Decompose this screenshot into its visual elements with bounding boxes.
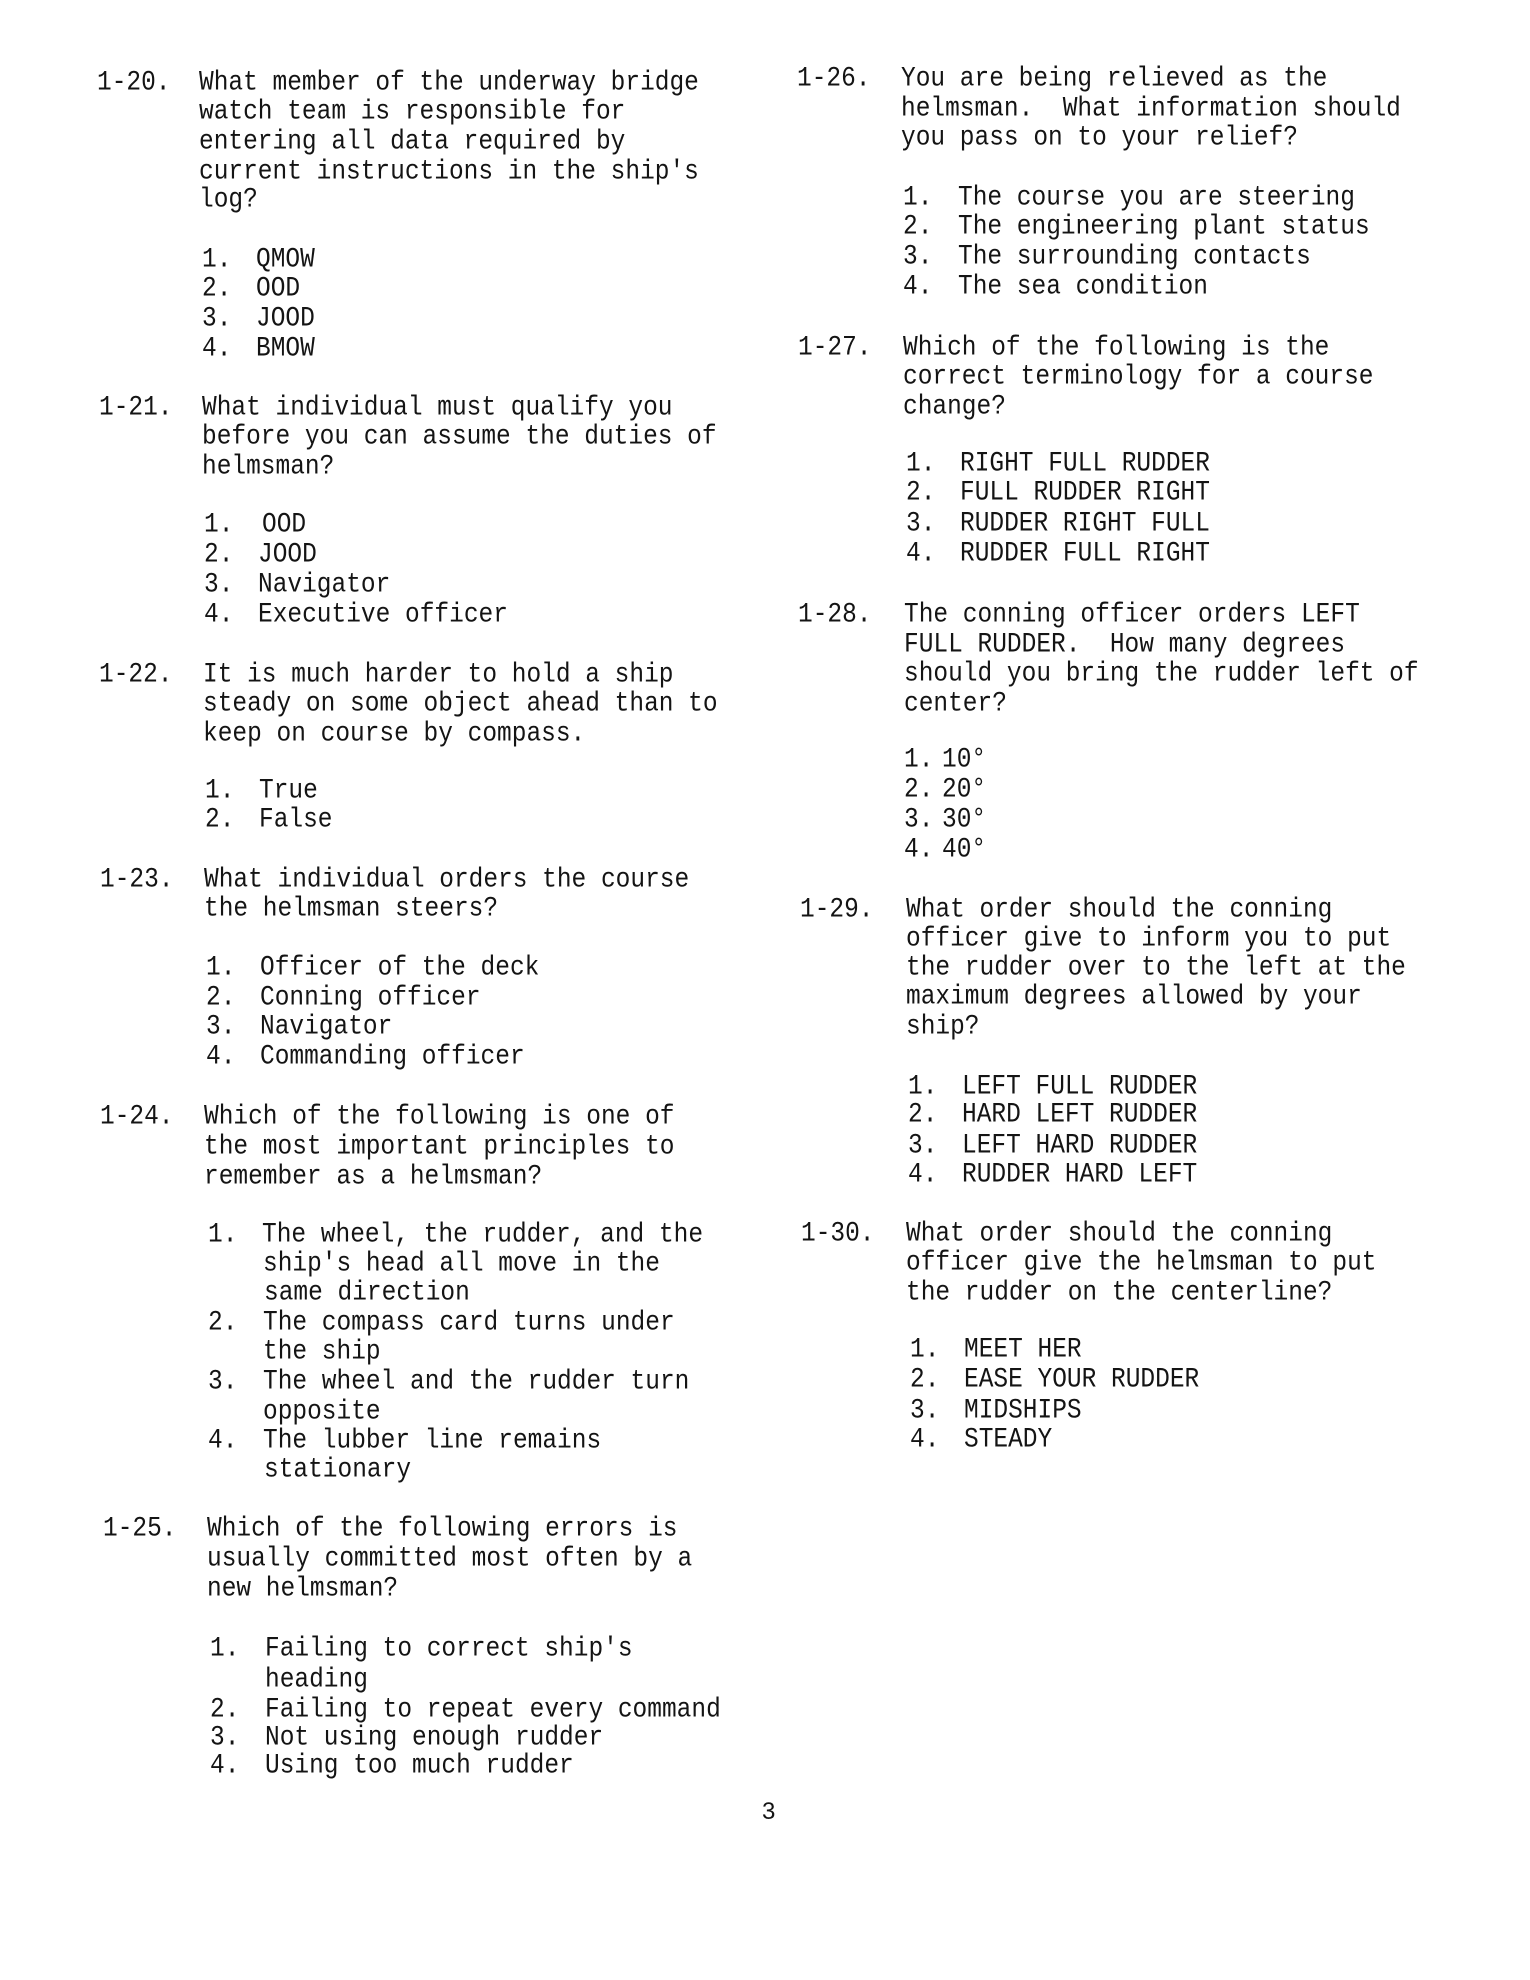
option-text: The compass card turns under [263,1308,675,1339]
option-number: 1. [910,1335,940,1366]
option-text: False [259,805,333,836]
option-text: Using too much rudder [265,1751,574,1782]
option-number: 2. [206,983,236,1014]
option-number: 1. [205,776,235,807]
option-number: 4. [208,1426,238,1457]
option-number: 3. [204,570,234,601]
option-number: 1. [202,245,232,276]
question-text-line: Which of the following is the [903,333,1330,364]
option-text: The lubber line remains [263,1426,602,1457]
option-number: 1. [206,953,236,984]
option-text: RUDDER HARD LEFT [962,1160,1198,1191]
question-text-line: watch team is responsible for [199,97,626,128]
option-number: 1. [904,745,934,776]
option-number: 4. [904,835,934,866]
option-text: LEFT HARD RUDDER [962,1131,1198,1162]
question-text-line: officer give to inform you to put [906,924,1392,955]
option-number: 1. [208,1220,238,1251]
question-text-line: Which of the following is one of [204,1102,675,1133]
option-number: 2. [908,1100,938,1131]
question-text-line: You are being relieved as the [901,64,1328,95]
option-text: The course you are steering [958,183,1355,214]
question-text-line: change? [903,392,1006,423]
option-number: 2. [202,274,232,305]
option-text: OOD [256,274,301,305]
option-text: 30° [942,805,987,836]
option-text: Executive officer [258,600,508,631]
question-text-line: center? [904,689,1007,720]
question-text-line: Which of the following errors is [207,1514,678,1545]
option-number: 1. [906,449,936,480]
question-number: 1-21. [99,393,173,424]
question-text-line: the most important principles to [204,1132,675,1163]
option-number: 4. [202,334,232,365]
question-text-line: log? [199,185,258,216]
question-text-line: steady on some object ahead than to [203,689,718,720]
question-number: 1-20. [97,68,171,99]
option-text: JOOD [256,304,315,335]
option-number: 1. [204,510,234,541]
question-text-line: the rudder over to the left at the [906,953,1406,984]
question-text-line: What member of the underway bridge [199,68,699,99]
question-text-line: maximum degrees allowed by your [906,982,1362,1013]
option-text: opposite [263,1397,381,1428]
option-number: 3. [202,304,232,335]
option-text: The wheel and the rudder turn [263,1367,690,1398]
question-text-line: It is much harder to hold a ship [203,660,674,691]
option-text: The sea condition [958,272,1208,303]
option-text: Conning officer [260,983,481,1014]
option-number: 4. [910,1425,940,1456]
option-text: The engineering plant status [958,212,1370,243]
question-text-line: new helmsman? [207,1574,399,1605]
question-number: 1-27. [798,333,872,364]
question-text-line: ship? [906,1012,980,1043]
option-text: HARD LEFT RUDDER [962,1100,1198,1131]
option-text: LEFT FULL RUDDER [962,1072,1198,1103]
option-number: 2. [205,805,235,836]
question-text-line: remember as a helmsman? [204,1162,543,1193]
question-text-line: keep on course by compass. [203,719,586,750]
option-text: JOOD [258,540,317,571]
option-text: heading [265,1665,368,1696]
option-text: MIDSHIPS [964,1396,1082,1427]
option-text: RUDDER FULL RIGHT [960,539,1210,570]
question-number: 1-28. [798,600,872,631]
option-text: True [259,776,318,807]
option-text: the ship [263,1337,381,1368]
option-number: 1. [908,1072,938,1103]
option-number: 3. [210,1723,240,1754]
option-text: same direction [264,1278,470,1309]
question-text-line: correct terminology for a course [903,362,1374,393]
option-number: 2. [904,775,934,806]
question-text-line: the rudder on the centerline? [906,1278,1333,1309]
option-text: The wheel, the rudder, and the [262,1220,704,1251]
question-text-line: officer give the helmsman to put [906,1248,1377,1279]
question-number: 1-23. [100,865,174,896]
option-text: OOD [262,510,307,541]
option-text: ship's head all move in the [263,1249,660,1280]
option-text: Failing to correct ship's [265,1634,633,1665]
question-text-line: before you can assume the duties of [202,422,717,453]
question-number: 1-22. [99,660,173,691]
option-number: 2. [910,1365,940,1396]
option-text: STEADY [964,1425,1053,1456]
option-number: 2. [903,212,933,243]
option-text: 20° [942,775,987,806]
option-text: stationary [264,1455,412,1486]
option-number: 3. [208,1367,238,1398]
option-number: 2. [210,1695,240,1726]
question-text-line: current instructions in the ship's [199,157,699,188]
option-number: 3. [908,1131,938,1162]
option-number: 3. [910,1396,940,1427]
question-text-line: What individual orders the course [204,865,690,896]
question-text-line: you pass on to your relief? [901,123,1298,154]
question-number: 1-30. [801,1219,875,1250]
question-text-line: The conning officer orders LEFT [904,600,1360,631]
option-text: BMOW [256,334,315,365]
question-text-line: helmsman. What information should [901,94,1401,125]
question-text-line: What order should the conning [906,895,1333,926]
option-number: 2. [208,1308,238,1339]
option-text: Navigator [258,570,391,601]
option-number: 3. [903,242,933,273]
question-text-line: What individual must qualify you [202,393,673,424]
option-text: Failing to repeat every command [265,1695,721,1726]
option-text: Not using enough rudder [265,1723,604,1754]
question-number: 1-29. [800,895,874,926]
option-text: Navigator [260,1012,393,1043]
option-text: Commanding officer [260,1042,525,1073]
option-number: 1. [903,183,933,214]
question-text-line: helmsman? [202,452,335,483]
option-number: 3. [206,1012,236,1043]
question-text-line: entering all data required by [199,127,626,158]
option-number: 4. [906,539,936,570]
question-text-line: should you bring the rudder left of [904,659,1419,690]
option-text: MEET HER [964,1335,1082,1366]
question-text-line: What order should the conning [906,1219,1333,1250]
option-text: RUDDER RIGHT FULL [960,509,1210,540]
option-text: RIGHT FULL RUDDER [960,449,1210,480]
option-number: 3. [904,805,934,836]
option-text: 10° [942,745,987,776]
page-number: 3 [762,1798,776,1825]
option-text: FULL RUDDER RIGHT [960,478,1210,509]
option-text: Officer of the deck [260,953,540,984]
option-text: 40° [942,835,987,866]
option-number: 4. [908,1160,938,1191]
question-text-line: usually committed most often by a [207,1544,693,1575]
option-text: EASE YOUR RUDDER [964,1365,1200,1396]
option-number: 4. [204,600,234,631]
option-number: 3. [906,509,936,540]
question-text-line: the helmsman steers? [204,894,499,925]
option-number: 4. [210,1751,240,1782]
question-number: 1-26. [797,64,871,95]
option-number: 4. [206,1042,236,1073]
option-text: QMOW [256,245,315,276]
option-number: 1. [210,1634,240,1665]
option-number: 2. [906,478,936,509]
option-number: 4. [903,272,933,303]
option-text: The surrounding contacts [958,242,1311,273]
question-number: 1-24. [100,1102,174,1133]
option-number: 2. [204,540,234,571]
question-number: 1-25. [103,1514,177,1545]
question-text-line: FULL RUDDER. How many degrees [904,630,1346,661]
